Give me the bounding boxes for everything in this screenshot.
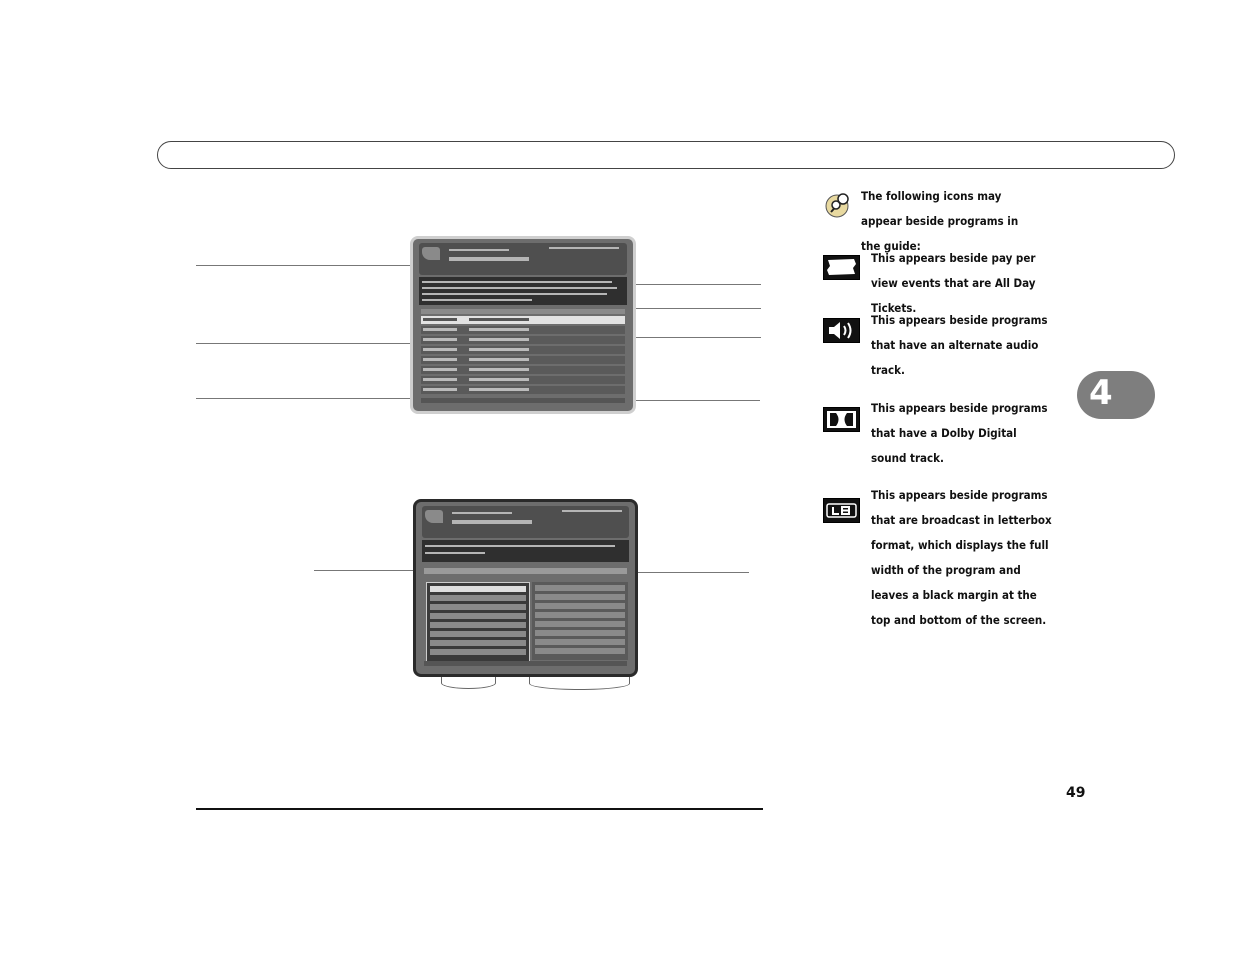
bracket: [441, 677, 496, 689]
callout-line: [636, 308, 761, 309]
dolby-digital-icon-description: This appears beside programs that have a Dolby Digital sound track.: [871, 401, 1048, 465]
note-text: The following icons may appear beside programs in the guide:: [861, 189, 1019, 253]
callout-line: [196, 265, 410, 266]
guide-header: [419, 243, 627, 275]
letterbox-icon-description: This appears beside programs that are broadcast in letterbox format, which displays the full width of the program and leaves a black margin at the top and bottom of the screen.: [871, 488, 1052, 627]
dolby-digital-icon: [823, 407, 860, 432]
provider-logo: [425, 510, 443, 523]
guide-footer: [424, 661, 627, 666]
guide-description: [422, 540, 629, 562]
speaker-audio-icon: [823, 318, 860, 343]
pushpin-note-icon: [823, 190, 853, 220]
ticket-icon-description: This appears beside pay per view events that are All Day Tickets.: [871, 251, 1036, 315]
list-header: [424, 568, 627, 574]
ticket-icon: [823, 255, 860, 280]
channel-list-screenshot: [413, 499, 638, 677]
channel-list: [426, 582, 530, 662]
chapter-number: 4: [1089, 373, 1113, 413]
chapter-tab: [1077, 371, 1155, 419]
speaker-audio-icon-description: This appears beside programs that have an alternate audio track.: [871, 313, 1048, 377]
bracket: [529, 677, 630, 690]
callout-line: [196, 343, 410, 344]
bottom-rule: [196, 808, 763, 810]
program-guide-screenshot: [410, 236, 636, 414]
page-number: 49: [1066, 785, 1086, 801]
guide-grid: [421, 309, 625, 396]
callout-line: [196, 398, 410, 399]
guide-description: [419, 277, 627, 305]
guide-footer: [421, 398, 625, 403]
callout-line: [636, 284, 761, 285]
callout-line: [636, 400, 760, 401]
callout-line: [314, 570, 413, 571]
callout-line: [636, 337, 761, 338]
callout-line: [638, 572, 749, 573]
program-list: [532, 582, 628, 660]
provider-logo: [422, 247, 440, 260]
letterbox-icon: [823, 498, 860, 523]
guide-header: [422, 506, 629, 538]
header-bar: [157, 141, 1175, 169]
